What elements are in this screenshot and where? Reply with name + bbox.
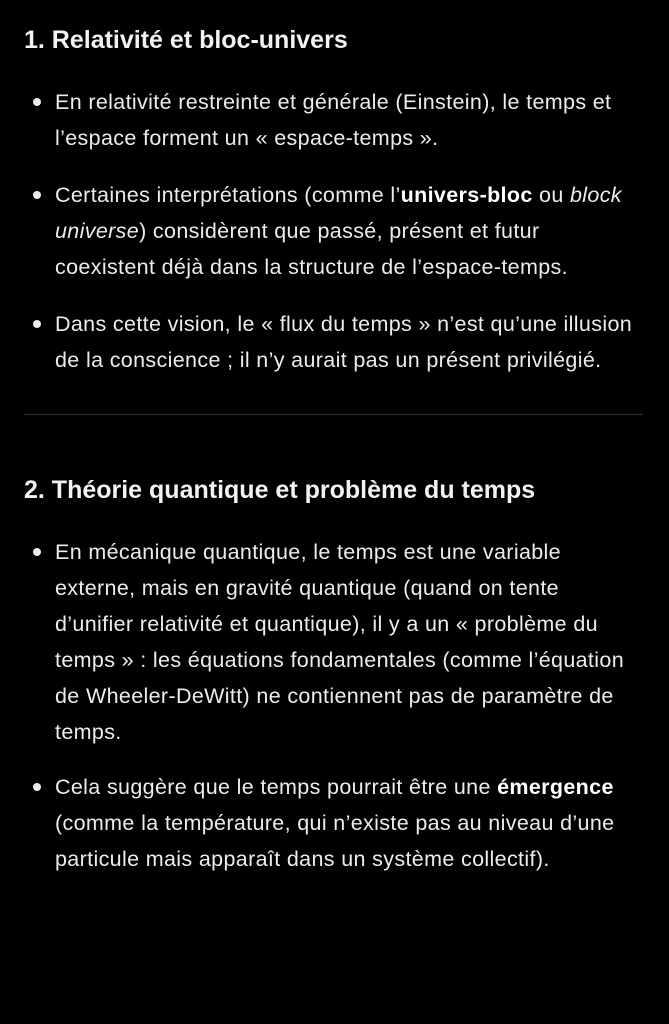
- section-title: 1. Relativité et bloc-univers: [24, 26, 348, 54]
- bullet-item: [24, 306, 643, 378]
- bullet-text: Dans cette vision, le « flux du temps » n’est qu’une illusion de la conscience ; il n’y aurait pas un présent privilégié.: [55, 312, 633, 372]
- bullet-item: [24, 84, 643, 156]
- bullet-item: [24, 769, 643, 877]
- bold-text: univers-bloc: [400, 183, 533, 207]
- bullet-text: Cela suggère que le temps pourrait être une: [55, 775, 498, 799]
- italic-text: block universe: [55, 183, 622, 243]
- bullet-dot-icon: [33, 98, 41, 106]
- bullet-dot-icon: [33, 783, 41, 791]
- bold-text: émergence: [497, 775, 614, 799]
- bullet-text: En mécanique quantique, le temps est une variable externe, mais en gravité quantique (quand on tente d’unifier relativité et quantique), il y a un « problème du temps » : les équations fondamentales (comme l’équation de Wheeler-DeWitt) ne contiennent pas de paramètre de temps.: [55, 540, 625, 744]
- bullet-list: [24, 534, 643, 877]
- bullet-text: ) considèrent que passé, présent et futur coexistent déjà dans la structure de l’espace-temps.: [55, 219, 568, 279]
- bullet-text: (comme la température, qui n’existe pas au niveau d’une particule mais apparaît dans un système collectif).: [55, 811, 615, 871]
- section-divider: [24, 414, 643, 415]
- section-title: 2. Théorie quantique et problème du temps: [24, 476, 536, 504]
- bullet-list: [24, 84, 643, 378]
- bullet-item: [24, 177, 643, 285]
- bullet-text: Certaines interprétations (comme l’: [55, 183, 401, 207]
- bullet-dot-icon: [33, 191, 41, 199]
- bullet-dot-icon: [33, 548, 41, 556]
- bullet-item: [24, 534, 643, 750]
- bullet-dot-icon: [33, 320, 41, 328]
- bullet-text: ou: [532, 183, 570, 207]
- bullet-text: En relativité restreinte et générale (Einstein), le temps et l’espace forment un « espace-temps ».: [55, 90, 612, 150]
